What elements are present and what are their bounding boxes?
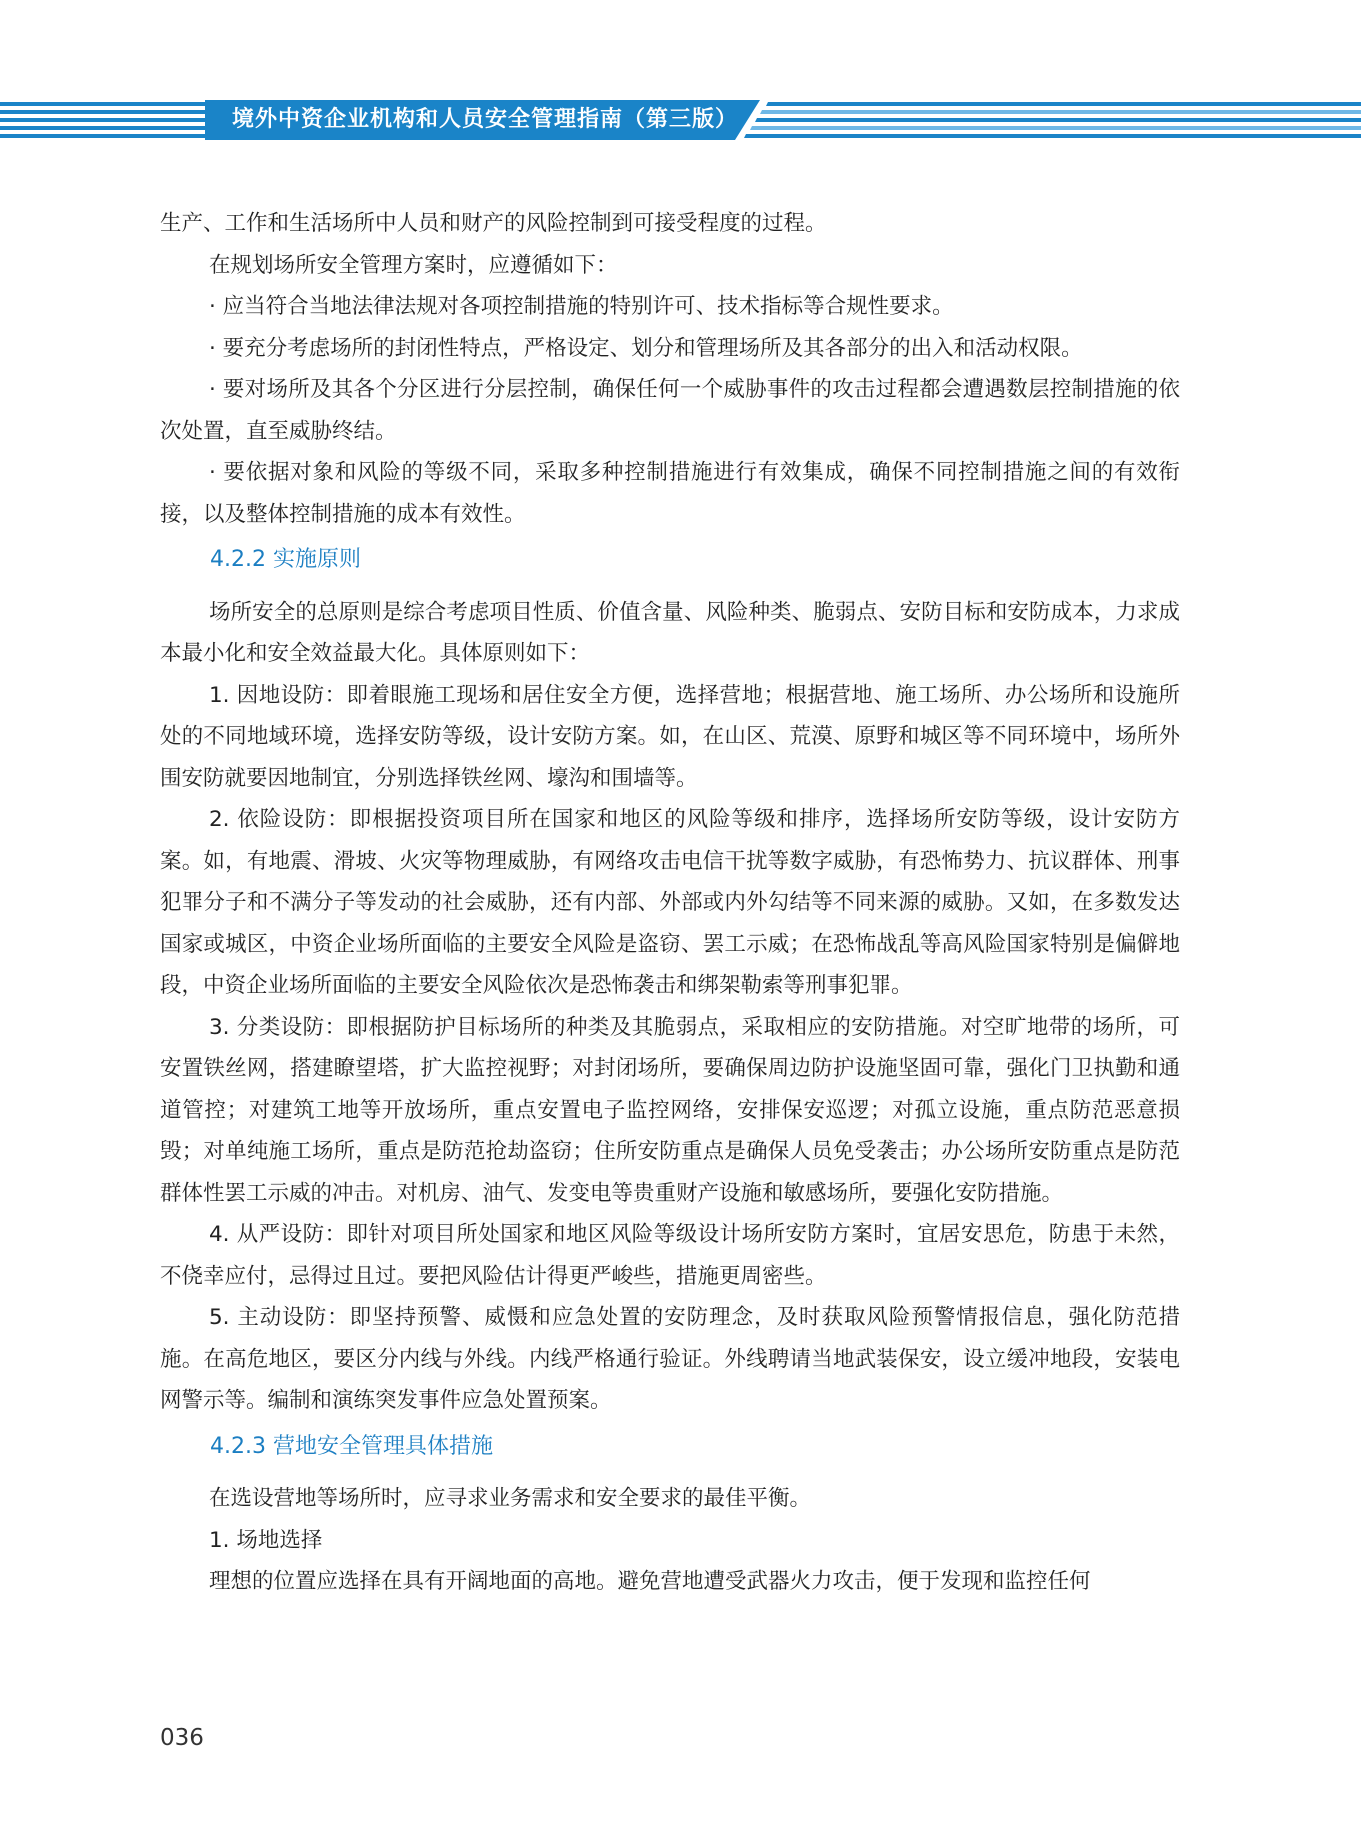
list-item: 3. 分类设防：即根据防护目标场所的种类及其脆弱点，采取相应的安防措施。对空旷地带的场所，可安置铁丝网，搭建瞭望塔，扩大监控视野；对封闭场所，要确保周边防护设施坚固可靠，强化门卫执勤和通道管控；对建筑工地等开放场所，重点安置电子监控网络，安排保安巡逻；对孤立设施，重点防范恶意损毁；对单纯施工场所，重点是防范抢劫盗窃；住所安防重点是确保人员免受袭击；办公场所安防重点是防范群体性罢工示威的冲击。对机房、油气、发变电等贵重财产设施和敏感场所，要强化安防措施。 [160, 1014, 1180, 1206]
paragraph: 场所安全的总原则是综合考虑项目性质、价值含量、风险种类、脆弱点、安防目标和安防成本，力求成本最小化和安全效益最大化。具体原则如下： [160, 599, 1180, 666]
bullet-item: · 应当符合当地法律法规对各项控制措施的特别许可、技术指标等合规性要求。 [209, 294, 954, 319]
list-item: 1. 场地选择 [209, 1527, 323, 1553]
paragraph: 在选设营地等场所时，应寻求业务需求和安全要求的最佳平衡。 [209, 1486, 812, 1511]
paragraph: 理想的位置应选择在具有开阔地面的高地。避免营地遭受武器火力攻击，便于发现和监控任何 [209, 1569, 1091, 1594]
bullet-item: · 要对场所及其各个分区进行分层控制，确保任何一个威胁事件的攻击过程都会遭遇数层控制措施的依次处置，直至威胁终结。 [160, 377, 1180, 444]
list-item: 1. 因地设防：即着眼施工现场和居住安全方便，选择营地；根据营地、施工场所、办公场所和设施所处的不同地域环境，选择安防等级，设计安防方案。如，在山区、荒漠、原野和城区等不同环境中，场所外围安防就要因地制宜，分别选择铁丝网、壕沟和围墙等。 [160, 682, 1180, 791]
list-item: 4. 从严设防：即针对项目所处国家和地区风险等级设计场所安防方案时，宜居安思危，防患于未然，不侥幸应付，忌得过且过。要把风险估计得更严峻些，措施更周密些。 [160, 1222, 1180, 1289]
page-number: 036 [160, 1725, 204, 1751]
paragraph: 在规划场所安全管理方案时，应遵循如下： [209, 252, 618, 278]
paragraph: 生产、工作和生活场所中人员和财产的风险控制到可接受程度的过程。 [160, 211, 827, 236]
bullet-item: · 要依据对象和风险的等级不同，采取多种控制措施进行有效集成，确保不同控制措施之间的有效衔接，以及整体控制措施的成本有效性。 [160, 460, 1180, 527]
section-heading-4-2-3: 4.2.3 营地安全管理具体措施 [210, 1433, 493, 1459]
bullet-item: · 要充分考虑场所的封闭性特点，严格设定、划分和管理场所及其各部分的出入和活动权限。 [209, 335, 1083, 361]
section-heading-4-2-2: 4.2.2 实施原则 [210, 547, 361, 572]
page-body [160, 203, 1180, 1603]
header-title: 境外中资企业机构和人员安全管理指南（第三版） [232, 107, 739, 132]
list-item: 5. 主动设防：即坚持预警、威慑和应急处置的安防理念，及时获取风险预警情报信息，强化防范措施。在高危地区，要区分内线与外线。内线严格通行验证。外线聘请当地武装保安，设立缓冲地段，安装电网警示等。编制和演练突发事件应急处置预案。 [160, 1305, 1180, 1413]
page-header [0, 100, 1361, 140]
list-item: 2. 依险设防：即根据投资项目所在国家和地区的风险等级和排序，选择场所安防等级，设计安防方案。如，有地震、滑坡、火灾等物理威胁，有网络攻击电信干扰等数字威胁，有恐怖势力、抗议群体、刑事犯罪分子和不满分子等发动的社会威胁，还有内部、外部或内外勾结等不同来源的威胁。又如，在多数发达国家或城区，中资企业场所面临的主要安全风险是盗窃、罢工示威；在恐怖战乱等高风险国家特别是偏僻地段，中资企业场所面临的主要安全风险依次是恐怖袭击和绑架勒索等刑事犯罪。 [160, 807, 1180, 998]
